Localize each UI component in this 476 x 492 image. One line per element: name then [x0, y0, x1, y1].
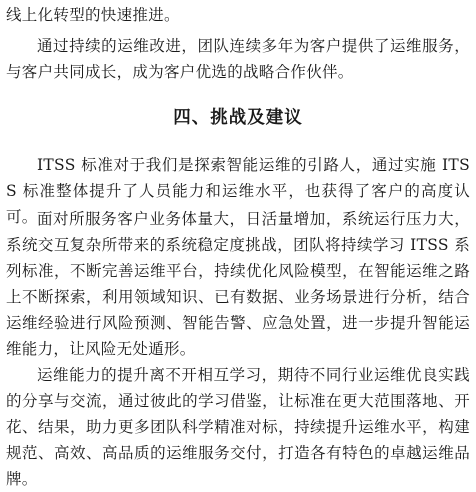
paragraph-itss-guide: ITSS 标准对于我们是探索智能运维的引路人，通过实施 ITSS 标准整体提升了人员能力和运维水平，也获得了客户的高度认可。	[6, 156, 470, 226]
paragraph-challenges: 面对所服务客户业务体量大，日活量增加，系统运行压力大，系统交互复杂所带来的系统稳定度挑战，团队将持续学习 ITSS 系列标准，不断完善运维平台，持续优化风险模型，在智能运维之路上不断探索，利用领域知识、已有数据、业务场景进行分析，结合运维经验进行风险预测、智能告警、应急处置，进一步提升智能运维能力，让风险无处遁形。	[6, 210, 470, 358]
paragraph-improvement: 通过持续的运维改进，团队连续多年为客户提供了运维服务，与客户共同成长，成为客户优选的战略合作伙伴。	[6, 37, 470, 81]
paragraph-suggestions: 运维能力的提升离不开相互学习，期待不同行业运维优良实践的分享与交流，通过彼此的学习借鉴，让标准在更大范围落地、开花、结果，助力更多团队科学精准对标，持续提升运维水平，构建规范、高效、高品质的运维服务交付，打造各有特色的卓越运维品牌。	[6, 366, 470, 488]
paragraph-continuation: 线上化转型的快速推进。	[6, 6, 180, 24]
section-heading: 四、挑战及建议	[173, 108, 303, 128]
